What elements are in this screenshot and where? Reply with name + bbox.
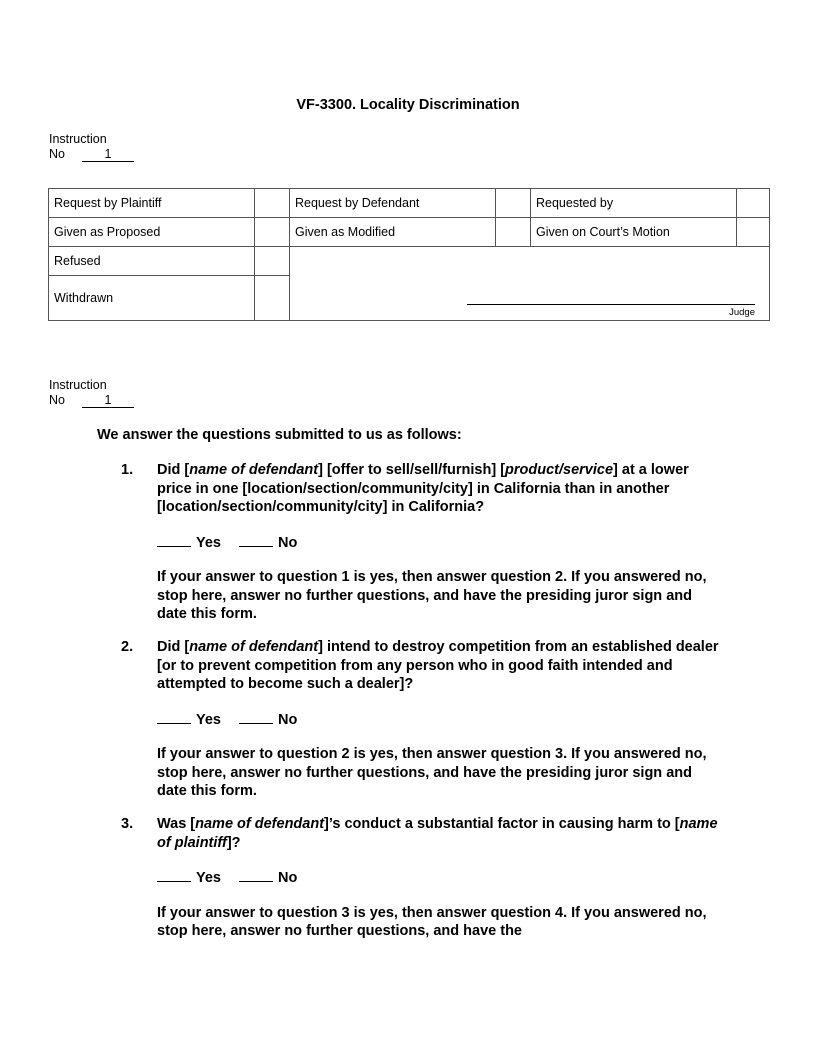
instruction-no-label: No [49,147,65,161]
instruction-number: 1 [82,148,134,162]
page-title: VF-3300. Locality Discrimination [296,97,520,113]
refused-checkbox[interactable] [255,247,290,276]
requested-by-label: Requested by [531,189,737,218]
withdrawn-label: Withdrawn [49,276,255,321]
instruction-number-block-top [49,132,134,162]
given-as-proposed-checkbox[interactable] [255,218,290,247]
requested-by-checkbox[interactable] [737,189,770,218]
request-by-defendant-checkbox[interactable] [496,189,531,218]
request-status-table [48,188,770,321]
instruction-label: Instruction [49,378,107,392]
judge-label: Judge [729,307,755,318]
judge-signature-line[interactable] [467,304,755,305]
question-2 [121,638,721,801]
yes-blank[interactable] [157,534,191,547]
request-by-plaintiff-checkbox[interactable] [255,189,290,218]
given-as-modified-label: Given as Modified [290,218,496,247]
yes-no-answer [157,869,721,888]
question-number: 1. [121,462,134,478]
question-instruction: If your answer to question 1 is yes, then answer question 2. If you answered no, stop here, answer no further questions, and have the presiding juror sign and date this form. [157,569,707,622]
given-as-proposed-label: Given as Proposed [49,218,255,247]
yes-label: Yes [196,711,221,728]
instruction-label: Instruction [49,132,107,146]
question-number: 2. [121,639,134,655]
given-as-modified-checkbox[interactable] [496,218,531,247]
question-instruction: If your answer to question 3 is yes, then answer question 4. If you answered no, stop here, answer no further questions, and have the [157,904,707,939]
yes-no-answer [157,534,721,553]
yes-blank[interactable] [157,711,191,724]
question-text: Was [name of defendant]’s conduct a substantial factor in causing harm to [name of plaintiff]? [157,816,718,851]
no-label: No [278,534,298,551]
given-on-courts-motion-checkbox[interactable] [737,218,770,247]
no-blank[interactable] [239,869,273,882]
refused-label: Refused [49,247,255,276]
withdrawn-checkbox[interactable] [255,276,290,321]
yes-label: Yes [196,870,221,886]
yes-no-answer [157,711,721,730]
question-text: Did [name of defendant] intend to destroy competition from an established dealer [or to prevent competition from any person who in good faith intended and attempted to become such a dealer]? [157,639,719,692]
yes-blank[interactable] [157,869,191,882]
question-text: Did [name of defendant] [offer to sell/sell/furnish] [product/service] at a lower price in one [location/section/community/city] in California than in another [location/section/community/city] in California? [157,462,689,515]
instruction-number: 1 [82,394,134,408]
no-blank[interactable] [239,534,273,547]
request-by-defendant-label: Request by Defendant [290,189,496,218]
given-on-courts-motion-label: Given on Court’s Motion [531,218,737,247]
lead-sentence: We answer the questions submitted to us as follows: [97,427,462,443]
instruction-number-block-mid [49,378,134,408]
no-label: No [278,870,298,886]
no-blank[interactable] [239,711,273,724]
instruction-no-label: No [49,393,65,407]
request-by-plaintiff-label: Request by Plaintiff [49,189,255,218]
yes-label: Yes [196,534,221,551]
no-label: No [278,711,298,728]
judge-signature-area [290,247,770,321]
question-3 [121,815,721,941]
question-instruction: If your answer to question 2 is yes, then answer question 3. If you answered no, stop here, answer no further questions, and have the presiding juror sign and date this form. [157,746,707,799]
question-1 [121,461,721,624]
question-number: 3. [121,816,134,832]
